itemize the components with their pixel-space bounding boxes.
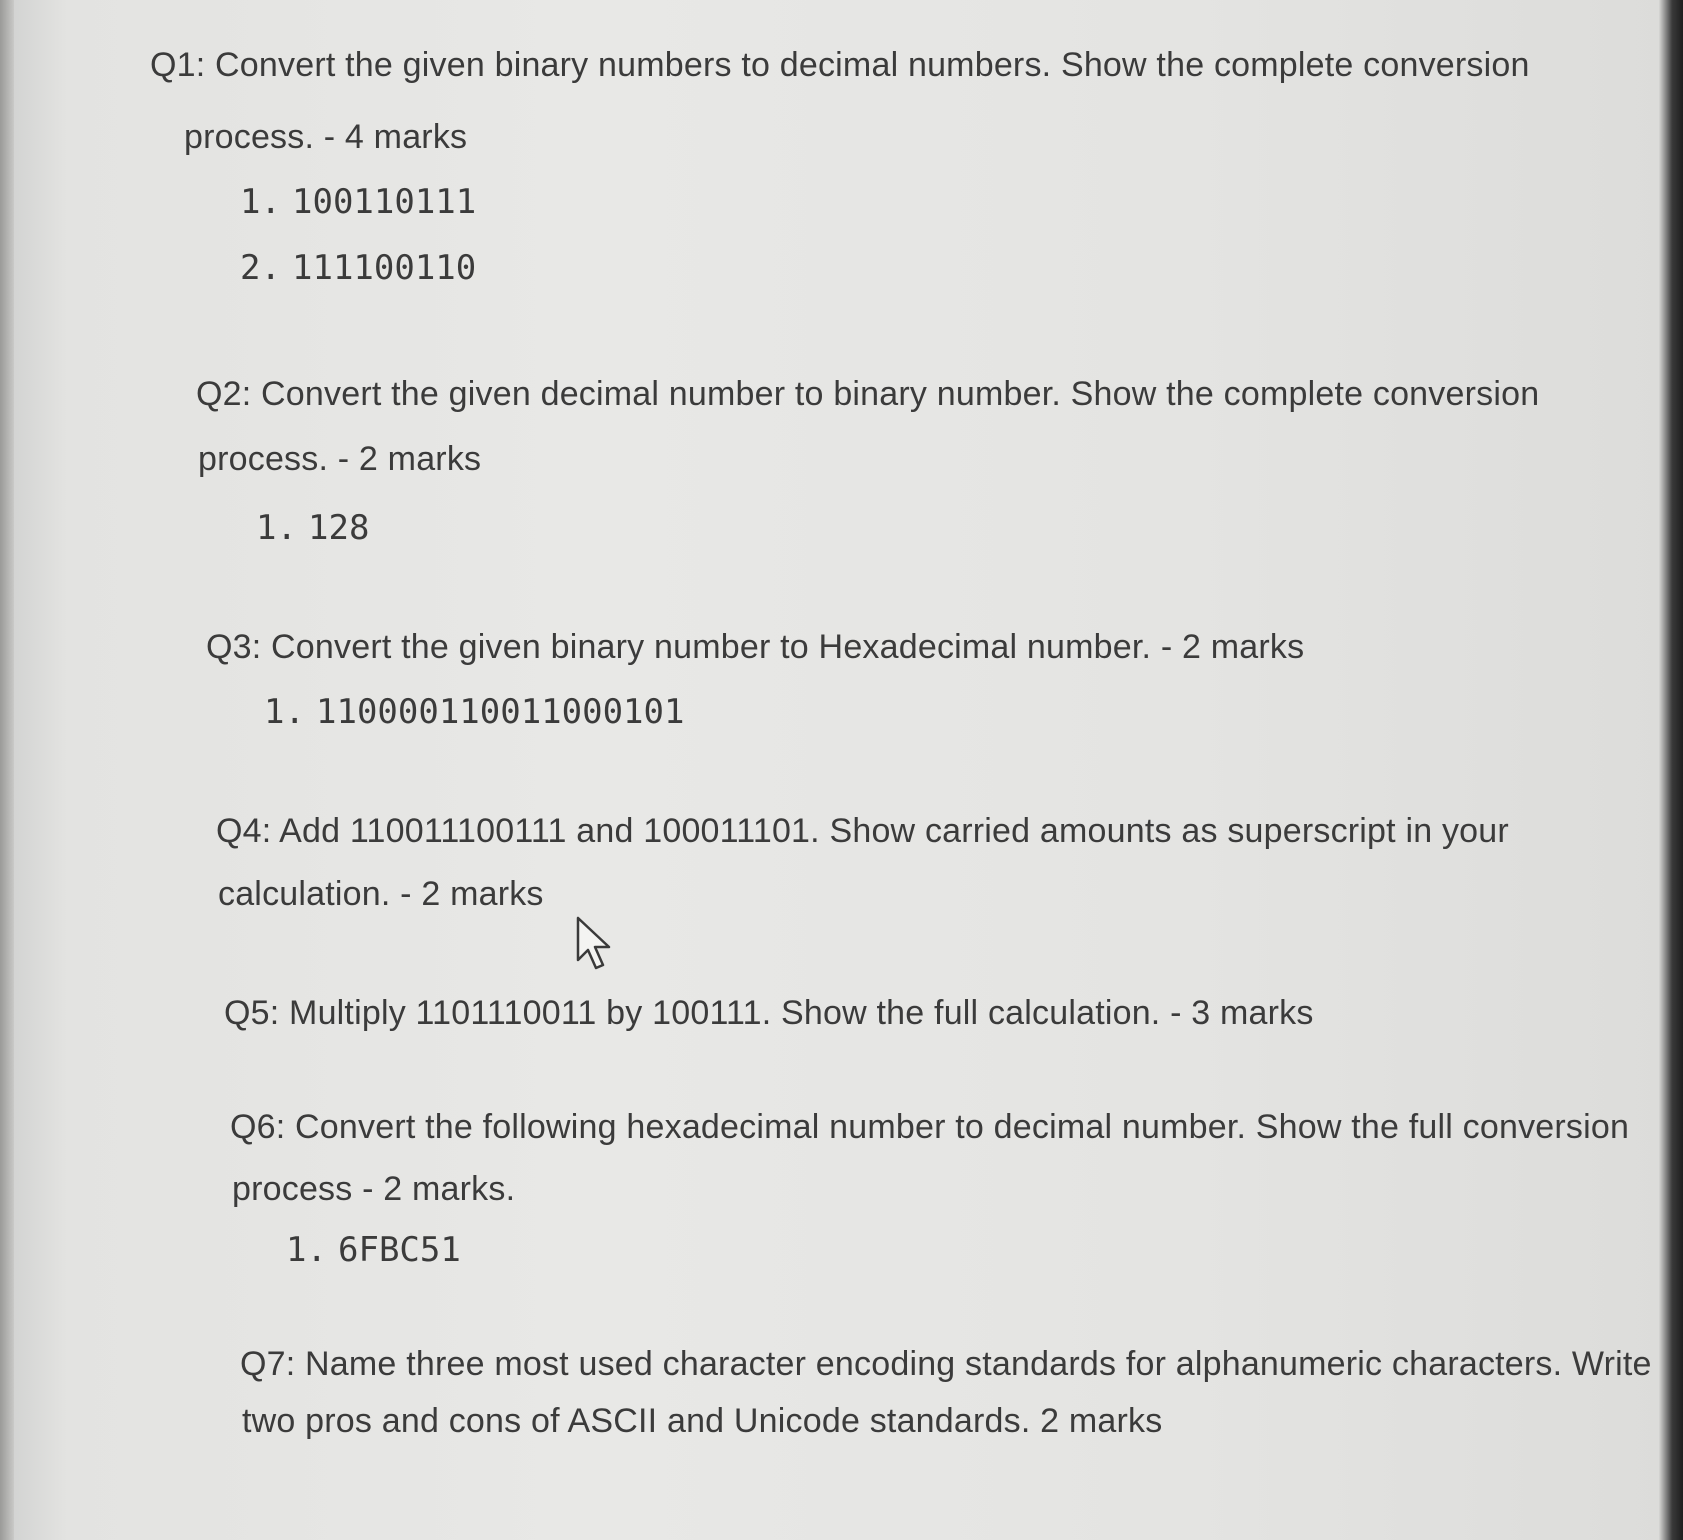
q6-line-1: Q6: Convert the following hexadecimal number to decimal number. Show the full conversion: [230, 1108, 1630, 1146]
q7-line-1: Q7: Name three most used character encoding standards for alphanumeric characters. Write: [240, 1345, 1652, 1383]
list-number: 1.: [256, 508, 297, 548]
mouse-pointer-icon: [576, 916, 616, 976]
q1-item-2: [240, 248, 476, 288]
q1-item-1: [240, 182, 476, 222]
q3-item-1-value: 110000110011000101: [316, 692, 685, 732]
q2-line-2: process. - 2 marks: [198, 440, 482, 478]
q3-item-1: [264, 692, 684, 732]
q3-line-1: Q3: Convert the given binary number to Hexadecimal number. - 2 marks: [206, 628, 1305, 666]
q6-line-2: process - 2 marks.: [232, 1170, 516, 1208]
q1-item-1-value: 100110111: [292, 182, 477, 222]
list-number: 1.: [264, 692, 305, 732]
list-number: 1.: [240, 182, 281, 222]
q1-line-1: Q1: Convert the given binary numbers to decimal numbers. Show the complete conversion: [150, 46, 1530, 84]
q6-item-1: [286, 1230, 461, 1270]
q2-line-1: Q2: Convert the given decimal number to binary number. Show the complete conversion: [196, 375, 1540, 413]
q4-line-2: calculation. - 2 marks: [218, 875, 544, 913]
q6-item-1-value: 6FBC51: [338, 1230, 461, 1270]
q7-line-2: two pros and cons of ASCII and Unicode standards. 2 marks: [242, 1402, 1163, 1440]
q1-item-2-value: 111100110: [292, 248, 477, 288]
list-number: 2.: [240, 248, 281, 288]
q2-item-1-value: 128: [308, 508, 370, 548]
list-number: 1.: [286, 1230, 327, 1270]
q5-line-1: Q5: Multiply 1101110011 by 100111. Show the full calculation. - 3 marks: [224, 994, 1314, 1032]
q1-line-2: process. - 4 marks: [184, 118, 468, 156]
q2-item-1: [256, 508, 369, 548]
q4-line-1: Q4: Add 110011100111 and 100011101. Show carried amounts as superscript in your: [216, 812, 1509, 850]
